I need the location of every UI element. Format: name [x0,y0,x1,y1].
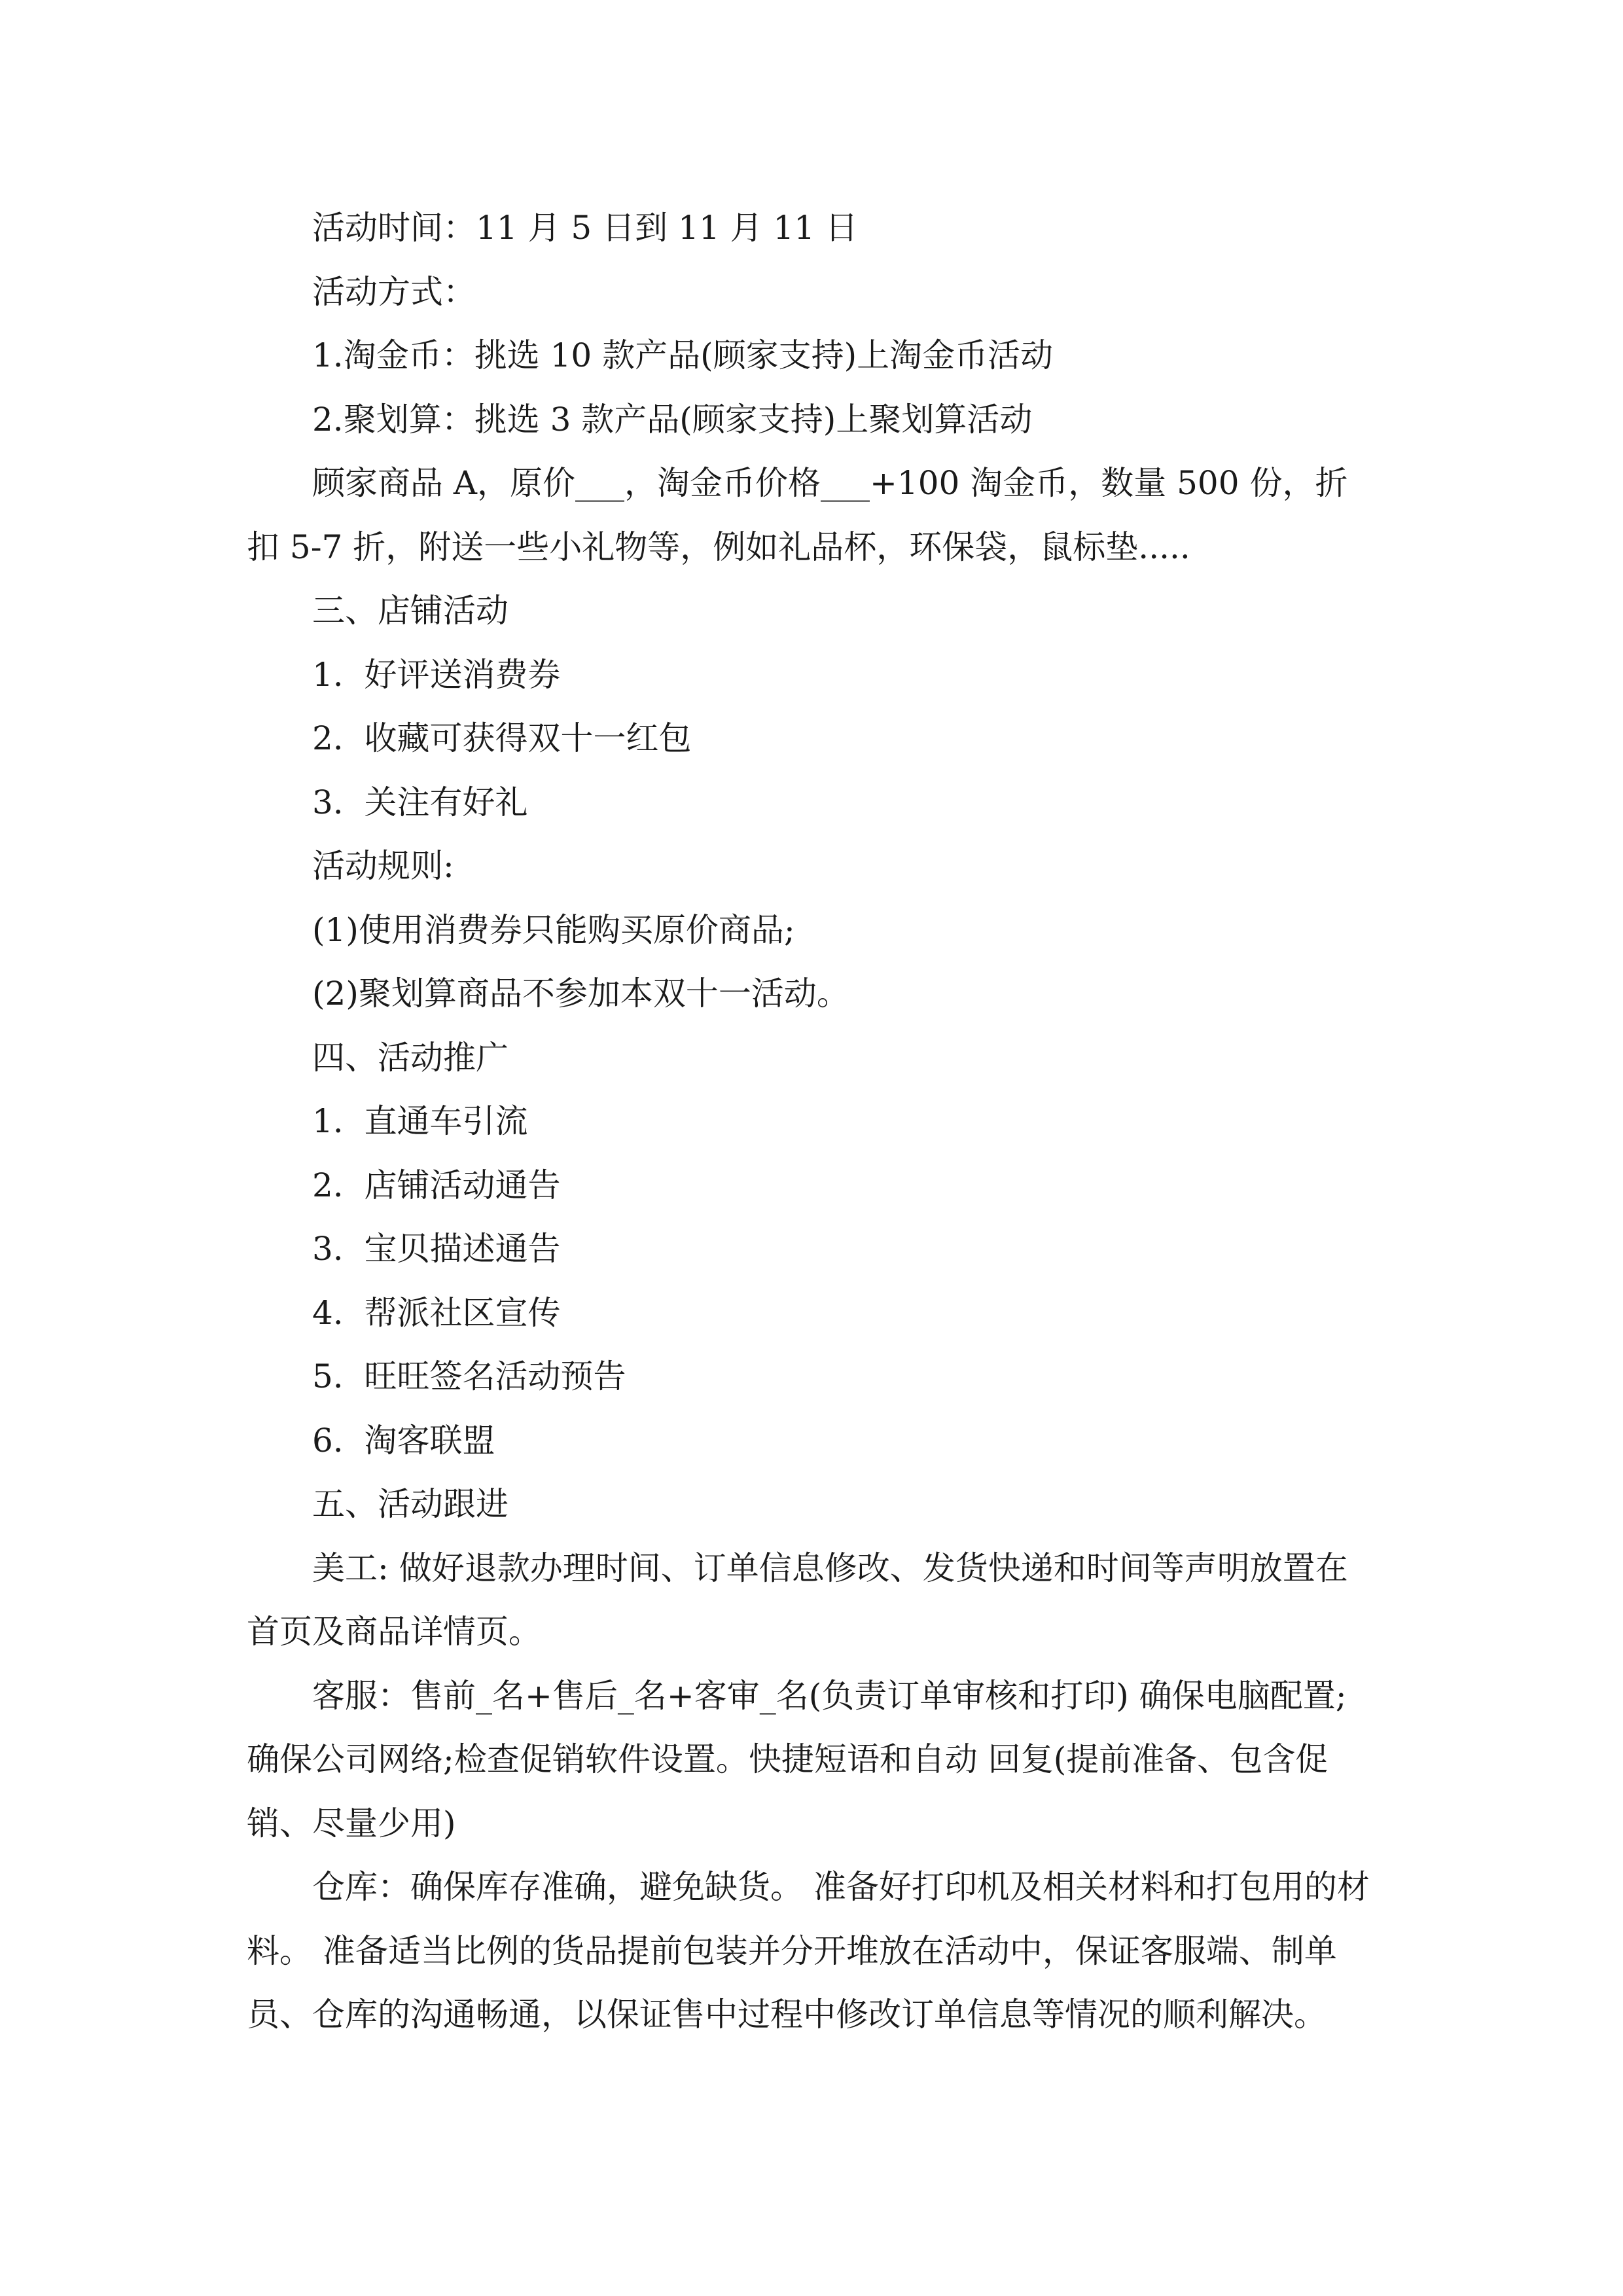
store-activity-item: 3. 关注有好礼 [312,783,528,821]
promotion-item: 1. 直通车引流 [312,1102,528,1140]
store-activity-item: 2. 收藏可获得双十一红包 [312,719,692,757]
promotion-item: 5. 旺旺签名活动预告 [312,1357,626,1395]
rule-item: (2)聚划算商品不参加本双十一活动。 [312,975,849,1013]
section-store-activity: 三、店铺活动 [312,592,508,630]
section-follow-up: 五、活动跟进 [312,1485,508,1523]
activity-time: 活动时间：11 月 5 日到 11 月 11 日 [312,209,858,247]
method-item-juhuasuan: 2.聚划算：挑选 3 款产品(顾家支持)上聚划算活动 [312,400,1033,439]
rule-item: (1)使用消费券只能购买原价商品; [312,910,795,949]
follow-up-design: 美工: 做好退款办理时间、订单信息修改、发货快递和时间等声明放置在首页及商品详情页。 [247,1549,1348,1651]
section-promotion: 四、活动推广 [312,1038,508,1077]
method-item-taojinbi: 1.淘金币：挑选 10 款产品(顾家支持)上淘金币活动 [312,336,1054,374]
promotion-item: 2. 店铺活动通告 [312,1166,561,1204]
product-a-paragraph: 顾家商品 A，原价___，淘金币价格___+100 淘金币，数量 500 份，折扣 5-7 折，附送一些小礼物等，例如礼品杯，环保袋，鼠标垫..... [247,464,1348,566]
promotion-item: 4. 帮派社区宣传 [312,1293,561,1332]
document-body [247,196,1379,2047]
follow-up-warehouse: 仓库：确保库存准确，避免缺货。 准备好打印机及相关材料和打包用的材料。 准备适当比例的货品提前包装并分开堆放在活动中，保证客服端、制单员、仓库的沟通畅通，以保证售中过程中修改订单信息等情况的顺利解决。 [247,1868,1370,2034]
activity-method-heading: 活动方式： [312,272,476,311]
follow-up-customer-service: 客服：售前_名+售后_名+客审_名(负责订单审核和打印) 确保电脑配置;确保公司网络;检查促销软件设置。快捷短语和自动 回复(提前准备、包含促销、尽量少用) [247,1676,1347,1842]
store-activity-item: 1. 好评送消费券 [312,655,561,694]
promotion-item: 6. 淘客联盟 [312,1421,495,1460]
promotion-item: 3. 宝贝描述通告 [312,1230,561,1268]
activity-rules-heading: 活动规则: [312,847,454,885]
